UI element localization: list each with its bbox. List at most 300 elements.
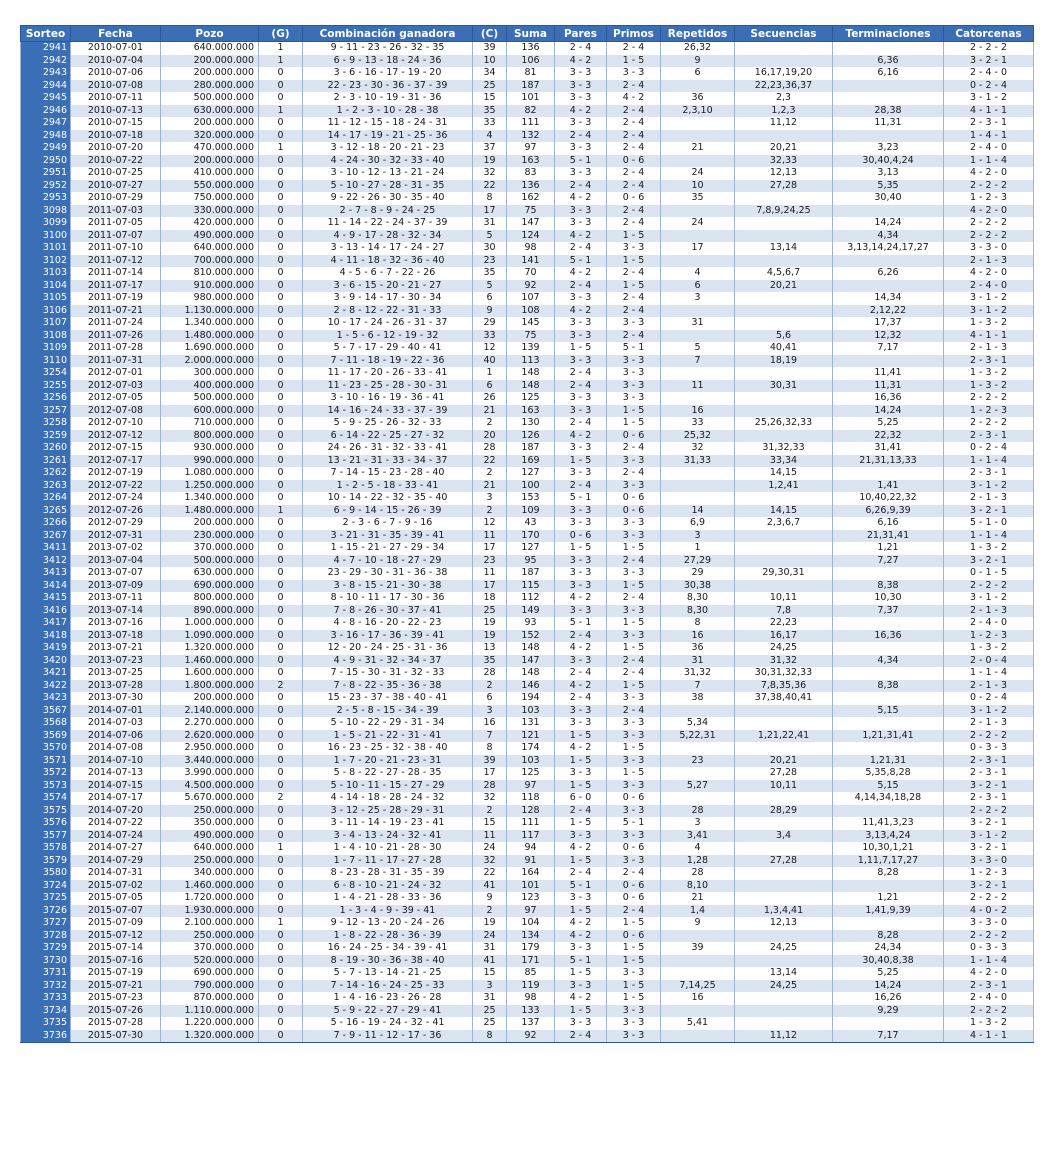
cell-primos: 3 - 3 <box>607 830 661 843</box>
cell-fecha: 2010-07-22 <box>71 155 161 168</box>
cell-pares: 3 - 3 <box>555 80 607 93</box>
cell-suma: 119 <box>507 980 555 993</box>
cell-terminaciones: 4,14,34,18,28 <box>833 792 944 805</box>
table-row <box>21 980 1034 993</box>
cell-suma: 141 <box>507 255 555 268</box>
cell-combinacion: 4 - 14 - 18 - 28 - 24 - 32 <box>303 792 473 805</box>
cell-catorcenas: 1 - 2 - 3 <box>944 192 1034 205</box>
cell-catorcenas: 2 - 3 - 1 <box>944 980 1034 993</box>
cell-sorteo: 3267 <box>21 530 71 543</box>
cell-g: 0 <box>259 805 303 818</box>
table-row <box>21 55 1034 68</box>
cell-pares: 3 - 3 <box>555 355 607 368</box>
cell-c: 30 <box>473 242 507 255</box>
cell-sorteo: 3733 <box>21 992 71 1005</box>
cell-primos: 5 - 1 <box>607 817 661 830</box>
cell-sorteo: 3259 <box>21 430 71 443</box>
cell-pozo: 200.000.000 <box>161 517 259 530</box>
header-sorteo[interactable]: Sorteo <box>21 26 71 42</box>
cell-c: 28 <box>473 667 507 680</box>
header-suma[interactable]: Suma <box>507 26 555 42</box>
cell-combinacion: 6 - 9 - 14 - 15 - 26 - 39 <box>303 505 473 518</box>
cell-sorteo: 3724 <box>21 880 71 893</box>
cell-pares: 3 - 3 <box>555 767 607 780</box>
table-row <box>21 530 1034 543</box>
cell-repetidos: 28 <box>661 867 735 880</box>
cell-pares: 3 - 3 <box>555 705 607 718</box>
cell-combinacion: 3 - 8 - 15 - 21 - 30 - 38 <box>303 580 473 593</box>
table-row <box>21 555 1034 568</box>
cell-pares: 2 - 4 <box>555 692 607 705</box>
cell-secuencias <box>735 955 833 968</box>
table-row <box>21 142 1034 155</box>
cell-sorteo: 3416 <box>21 605 71 618</box>
cell-primos: 2 - 4 <box>607 142 661 155</box>
cell-repetidos: 17 <box>661 242 735 255</box>
cell-suma: 75 <box>507 205 555 218</box>
cell-suma: 187 <box>507 442 555 455</box>
cell-pares: 3 - 3 <box>555 405 607 418</box>
cell-sorteo: 3106 <box>21 305 71 318</box>
cell-pozo: 1.090.000.000 <box>161 630 259 643</box>
cell-suma: 101 <box>507 92 555 105</box>
cell-catorcenas: 4 - 1 - 1 <box>944 105 1034 118</box>
cell-catorcenas: 3 - 3 - 0 <box>944 917 1034 930</box>
cell-terminaciones: 10,30 <box>833 592 944 605</box>
cell-pozo: 2.140.000.000 <box>161 705 259 718</box>
cell-terminaciones: 22,32 <box>833 430 944 443</box>
cell-catorcenas: 2 - 4 - 0 <box>944 280 1034 293</box>
cell-fecha: 2012-07-22 <box>71 480 161 493</box>
cell-primos: 3 - 3 <box>607 480 661 493</box>
header-terminaciones[interactable]: Terminaciones <box>833 26 944 42</box>
cell-fecha: 2010-07-25 <box>71 167 161 180</box>
cell-secuencias: 12,13 <box>735 167 833 180</box>
cell-repetidos <box>661 767 735 780</box>
cell-combinacion: 1 - 8 - 22 - 28 - 36 - 39 <box>303 930 473 943</box>
cell-pozo: 1.130.000.000 <box>161 305 259 318</box>
cell-primos: 3 - 3 <box>607 380 661 393</box>
cell-catorcenas: 0 - 2 - 4 <box>944 442 1034 455</box>
header-primos[interactable]: Primos <box>607 26 661 42</box>
table-row <box>21 192 1034 205</box>
cell-sorteo: 3257 <box>21 405 71 418</box>
cell-suma: 100 <box>507 480 555 493</box>
cell-pozo: 280.000.000 <box>161 80 259 93</box>
cell-sorteo: 3731 <box>21 967 71 980</box>
cell-combinacion: 1 - 4 - 16 - 23 - 26 - 28 <box>303 992 473 1005</box>
cell-terminaciones <box>833 617 944 630</box>
cell-repetidos: 4 <box>661 842 735 855</box>
cell-catorcenas: 2 - 2 - 2 <box>944 930 1034 943</box>
cell-suma: 91 <box>507 855 555 868</box>
header-catorcenas[interactable]: Catorcenas <box>944 26 1034 42</box>
cell-secuencias: 30,31,32,33 <box>735 667 833 680</box>
cell-pares: 2 - 4 <box>555 417 607 430</box>
cell-terminaciones <box>833 80 944 93</box>
cell-secuencias: 12,13 <box>735 917 833 930</box>
cell-secuencias: 18,19 <box>735 355 833 368</box>
cell-c: 35 <box>473 267 507 280</box>
cell-combinacion: 13 - 21 - 31 - 33 - 34 - 37 <box>303 455 473 468</box>
cell-pares: 3 - 3 <box>555 392 607 405</box>
cell-pozo: 690.000.000 <box>161 580 259 593</box>
cell-primos: 0 - 6 <box>607 192 661 205</box>
table-row <box>21 380 1034 393</box>
table-row <box>21 242 1034 255</box>
cell-catorcenas: 4 - 2 - 0 <box>944 205 1034 218</box>
cell-terminaciones: 7,37 <box>833 605 944 618</box>
cell-combinacion: 24 - 26 - 31 - 32 - 33 - 41 <box>303 442 473 455</box>
table-row <box>21 742 1034 755</box>
cell-combinacion: 3 - 11 - 14 - 19 - 23 - 41 <box>303 817 473 830</box>
cell-g: 0 <box>259 555 303 568</box>
cell-fecha: 2015-07-07 <box>71 905 161 918</box>
cell-repetidos: 36 <box>661 92 735 105</box>
cell-fecha: 2012-07-01 <box>71 367 161 380</box>
cell-catorcenas: 2 - 2 - 2 <box>944 892 1034 905</box>
table-row <box>21 580 1034 593</box>
cell-catorcenas: 0 - 2 - 4 <box>944 692 1034 705</box>
cell-sorteo: 3577 <box>21 830 71 843</box>
table-row <box>21 1017 1034 1030</box>
cell-sorteo: 3571 <box>21 755 71 768</box>
cell-g: 0 <box>259 830 303 843</box>
cell-fecha: 2010-07-11 <box>71 92 161 105</box>
cell-combinacion: 3 - 12 - 25 - 28 - 29 - 31 <box>303 805 473 818</box>
cell-primos: 2 - 4 <box>607 867 661 880</box>
cell-combinacion: 3 - 21 - 31 - 35 - 39 - 41 <box>303 530 473 543</box>
cell-c: 28 <box>473 780 507 793</box>
cell-sorteo: 3736 <box>21 1030 71 1043</box>
cell-catorcenas: 2 - 2 - 2 <box>944 217 1034 230</box>
table-row <box>21 805 1034 818</box>
cell-combinacion: 4 - 9 - 17 - 28 - 32 - 34 <box>303 230 473 243</box>
cell-g: 0 <box>259 205 303 218</box>
cell-pozo: 230.000.000 <box>161 530 259 543</box>
cell-fecha: 2012-07-10 <box>71 417 161 430</box>
cell-catorcenas: 4 - 1 - 1 <box>944 330 1034 343</box>
cell-terminaciones: 11,31 <box>833 380 944 393</box>
cell-g: 0 <box>259 705 303 718</box>
cell-sorteo: 2941 <box>21 42 71 55</box>
table-row <box>21 680 1034 693</box>
cell-sorteo: 3726 <box>21 905 71 918</box>
cell-combinacion: 4 - 11 - 18 - 32 - 36 - 40 <box>303 255 473 268</box>
cell-fecha: 2014-07-10 <box>71 755 161 768</box>
cell-catorcenas: 1 - 2 - 3 <box>944 630 1034 643</box>
cell-terminaciones: 8,28 <box>833 867 944 880</box>
cell-combinacion: 15 - 23 - 37 - 38 - 40 - 41 <box>303 692 473 705</box>
cell-primos: 2 - 4 <box>607 130 661 143</box>
cell-primos: 5 - 1 <box>607 342 661 355</box>
cell-suma: 112 <box>507 592 555 605</box>
cell-catorcenas: 3 - 2 - 1 <box>944 880 1034 893</box>
cell-fecha: 2015-07-05 <box>71 892 161 905</box>
cell-repetidos <box>661 330 735 343</box>
cell-pares: 2 - 4 <box>555 630 607 643</box>
cell-terminaciones: 16,26 <box>833 992 944 1005</box>
cell-c: 26 <box>473 392 507 405</box>
cell-pozo: 810.000.000 <box>161 267 259 280</box>
cell-repetidos: 8,30 <box>661 605 735 618</box>
header-c[interactable]: (C) <box>473 26 507 42</box>
cell-primos: 1 - 5 <box>607 767 661 780</box>
table-row <box>21 692 1034 705</box>
cell-c: 34 <box>473 67 507 80</box>
cell-suma: 95 <box>507 555 555 568</box>
cell-terminaciones: 3,13,14,24,17,27 <box>833 242 944 255</box>
cell-repetidos <box>661 1005 735 1018</box>
cell-primos: 1 - 5 <box>607 580 661 593</box>
cell-primos: 0 - 6 <box>607 492 661 505</box>
table-row <box>21 492 1034 505</box>
cell-suma: 94 <box>507 842 555 855</box>
cell-repetidos: 32 <box>661 442 735 455</box>
cell-sorteo: 3263 <box>21 480 71 493</box>
cell-catorcenas: 2 - 1 - 3 <box>944 492 1034 505</box>
cell-pares: 2 - 4 <box>555 180 607 193</box>
cell-sorteo: 3569 <box>21 730 71 743</box>
table-row <box>21 867 1034 880</box>
cell-repetidos: 6 <box>661 67 735 80</box>
cell-pares: 5 - 1 <box>555 880 607 893</box>
cell-g: 0 <box>259 967 303 980</box>
cell-catorcenas: 3 - 3 - 0 <box>944 242 1034 255</box>
cell-combinacion: 1 - 4 - 10 - 21 - 28 - 30 <box>303 842 473 855</box>
cell-secuencias: 10,11 <box>735 592 833 605</box>
cell-primos: 2 - 4 <box>607 442 661 455</box>
cell-repetidos: 7 <box>661 680 735 693</box>
cell-suma: 171 <box>507 955 555 968</box>
cell-suma: 103 <box>507 755 555 768</box>
cell-catorcenas: 2 - 4 - 0 <box>944 992 1034 1005</box>
cell-terminaciones: 3,23 <box>833 142 944 155</box>
cell-sorteo: 3110 <box>21 355 71 368</box>
cell-secuencias: 33,34 <box>735 455 833 468</box>
cell-terminaciones: 1,21 <box>833 892 944 905</box>
cell-g: 0 <box>259 480 303 493</box>
cell-catorcenas: 3 - 2 - 1 <box>944 555 1034 568</box>
cell-suma: 81 <box>507 67 555 80</box>
cell-fecha: 2012-07-24 <box>71 492 161 505</box>
cell-c: 25 <box>473 80 507 93</box>
cell-g: 0 <box>259 242 303 255</box>
cell-repetidos: 24 <box>661 167 735 180</box>
cell-terminaciones: 21,31,13,33 <box>833 455 944 468</box>
results-table-container <box>20 25 1033 1043</box>
cell-fecha: 2013-07-11 <box>71 592 161 605</box>
cell-g: 2 <box>259 792 303 805</box>
cell-primos: 3 - 3 <box>607 692 661 705</box>
cell-pozo: 910.000.000 <box>161 280 259 293</box>
cell-catorcenas: 2 - 1 - 3 <box>944 717 1034 730</box>
table-row <box>21 930 1034 943</box>
cell-secuencias <box>735 1017 833 1030</box>
table-row <box>21 442 1034 455</box>
cell-catorcenas: 4 - 2 - 0 <box>944 267 1034 280</box>
cell-fecha: 2010-07-29 <box>71 192 161 205</box>
cell-sorteo: 2951 <box>21 167 71 180</box>
cell-secuencias: 24,25 <box>735 980 833 993</box>
cell-secuencias: 4,5,6,7 <box>735 267 833 280</box>
cell-g: 1 <box>259 55 303 68</box>
cell-sorteo: 3256 <box>21 392 71 405</box>
table-row <box>21 855 1034 868</box>
cell-primos: 3 - 3 <box>607 567 661 580</box>
cell-terminaciones: 16,36 <box>833 630 944 643</box>
header-pozo[interactable]: Pozo <box>161 26 259 42</box>
cell-suma: 70 <box>507 267 555 280</box>
cell-catorcenas: 2 - 2 - 2 <box>944 580 1034 593</box>
cell-pares: 2 - 4 <box>555 242 607 255</box>
cell-primos: 3 - 3 <box>607 517 661 530</box>
cell-sorteo: 3572 <box>21 767 71 780</box>
cell-c: 11 <box>473 530 507 543</box>
cell-primos: 1 - 5 <box>607 992 661 1005</box>
cell-primos: 3 - 3 <box>607 967 661 980</box>
cell-pares: 4 - 2 <box>555 192 607 205</box>
table-row <box>21 817 1034 830</box>
cell-secuencias <box>735 55 833 68</box>
cell-terminaciones <box>833 355 944 368</box>
cell-g: 0 <box>259 180 303 193</box>
cell-fecha: 2012-07-03 <box>71 380 161 393</box>
cell-primos: 1 - 5 <box>607 405 661 418</box>
cell-secuencias: 24,25 <box>735 642 833 655</box>
cell-repetidos: 25,32 <box>661 430 735 443</box>
cell-pozo: 370.000.000 <box>161 942 259 955</box>
cell-repetidos: 1 <box>661 542 735 555</box>
header-fecha[interactable]: Fecha <box>71 26 161 42</box>
cell-pares: 3 - 3 <box>555 892 607 905</box>
cell-repetidos <box>661 492 735 505</box>
cell-suma: 98 <box>507 242 555 255</box>
cell-combinacion: 3 - 12 - 18 - 20 - 21 - 23 <box>303 142 473 155</box>
cell-primos: 2 - 4 <box>607 330 661 343</box>
cell-secuencias <box>735 542 833 555</box>
cell-pozo: 300.000.000 <box>161 367 259 380</box>
cell-c: 32 <box>473 855 507 868</box>
cell-g: 1 <box>259 42 303 55</box>
cell-sorteo: 3101 <box>21 242 71 255</box>
table-row <box>21 842 1034 855</box>
table-row <box>21 830 1034 843</box>
cell-repetidos: 8,30 <box>661 592 735 605</box>
header-repetidos[interactable]: Repetidos <box>661 26 735 42</box>
cell-secuencias <box>735 817 833 830</box>
table-row <box>21 992 1034 1005</box>
cell-primos: 2 - 4 <box>607 592 661 605</box>
cell-pozo: 200.000.000 <box>161 117 259 130</box>
cell-primos: 3 - 3 <box>607 755 661 768</box>
header-combinacion[interactable]: Combinación ganadora <box>303 26 473 42</box>
cell-primos: 2 - 4 <box>607 555 661 568</box>
cell-suma: 113 <box>507 355 555 368</box>
cell-suma: 83 <box>507 167 555 180</box>
cell-combinacion: 1 - 5 - 21 - 22 - 31 - 41 <box>303 730 473 743</box>
cell-g: 0 <box>259 92 303 105</box>
cell-suma: 147 <box>507 655 555 668</box>
cell-g: 0 <box>259 905 303 918</box>
cell-repetidos: 38 <box>661 692 735 705</box>
cell-suma: 179 <box>507 942 555 955</box>
cell-secuencias <box>735 742 833 755</box>
cell-sorteo: 3102 <box>21 255 71 268</box>
cell-fecha: 2014-07-27 <box>71 842 161 855</box>
cell-repetidos <box>661 305 735 318</box>
cell-pares: 3 - 3 <box>555 580 607 593</box>
table-row <box>21 217 1034 230</box>
cell-suma: 130 <box>507 417 555 430</box>
header-g[interactable]: (G) <box>259 26 303 42</box>
cell-c: 22 <box>473 180 507 193</box>
cell-repetidos: 16 <box>661 992 735 1005</box>
cell-repetidos <box>661 467 735 480</box>
cell-suma: 174 <box>507 742 555 755</box>
table-row <box>21 342 1034 355</box>
cell-g: 2 <box>259 680 303 693</box>
cell-terminaciones: 5,15 <box>833 705 944 718</box>
cell-fecha: 2011-07-21 <box>71 305 161 318</box>
cell-g: 0 <box>259 817 303 830</box>
cell-suma: 127 <box>507 467 555 480</box>
cell-fecha: 2014-07-08 <box>71 742 161 755</box>
cell-pares: 1 - 5 <box>555 905 607 918</box>
cell-pares: 0 - 6 <box>555 530 607 543</box>
cell-c: 3 <box>473 980 507 993</box>
cell-pares: 4 - 2 <box>555 105 607 118</box>
cell-pozo: 1.080.000.000 <box>161 467 259 480</box>
cell-suma: 149 <box>507 605 555 618</box>
cell-pozo: 710.000.000 <box>161 417 259 430</box>
cell-combinacion: 8 - 10 - 11 - 17 - 30 - 36 <box>303 592 473 605</box>
cell-secuencias: 30,31 <box>735 380 833 393</box>
table-row <box>21 542 1034 555</box>
table-row <box>21 417 1034 430</box>
cell-sorteo: 3420 <box>21 655 71 668</box>
cell-fecha: 2011-07-05 <box>71 217 161 230</box>
cell-c: 5 <box>473 230 507 243</box>
cell-primos: 1 - 5 <box>607 542 661 555</box>
cell-catorcenas: 1 - 1 - 4 <box>944 530 1034 543</box>
cell-sorteo: 3567 <box>21 705 71 718</box>
cell-c: 18 <box>473 592 507 605</box>
cell-pares: 1 - 5 <box>555 967 607 980</box>
cell-terminaciones: 6,26,9,39 <box>833 505 944 518</box>
cell-sorteo: 3580 <box>21 867 71 880</box>
cell-repetidos: 39 <box>661 942 735 955</box>
cell-g: 0 <box>259 980 303 993</box>
cell-fecha: 2013-07-16 <box>71 617 161 630</box>
cell-pozo: 1.340.000.000 <box>161 317 259 330</box>
cell-terminaciones <box>833 467 944 480</box>
table-row <box>21 780 1034 793</box>
cell-terminaciones: 6,26 <box>833 267 944 280</box>
header-pares[interactable]: Pares <box>555 26 607 42</box>
cell-primos: 2 - 4 <box>607 467 661 480</box>
cell-c: 2 <box>473 805 507 818</box>
cell-combinacion: 7 - 9 - 11 - 12 - 17 - 36 <box>303 1030 473 1043</box>
cell-pozo: 1.480.000.000 <box>161 330 259 343</box>
cell-fecha: 2015-07-21 <box>71 980 161 993</box>
cell-secuencias: 11,12 <box>735 117 833 130</box>
cell-secuencias <box>735 405 833 418</box>
header-secuencias[interactable]: Secuencias <box>735 26 833 42</box>
cell-pares: 2 - 4 <box>555 367 607 380</box>
cell-repetidos <box>661 392 735 405</box>
cell-pozo: 800.000.000 <box>161 430 259 443</box>
